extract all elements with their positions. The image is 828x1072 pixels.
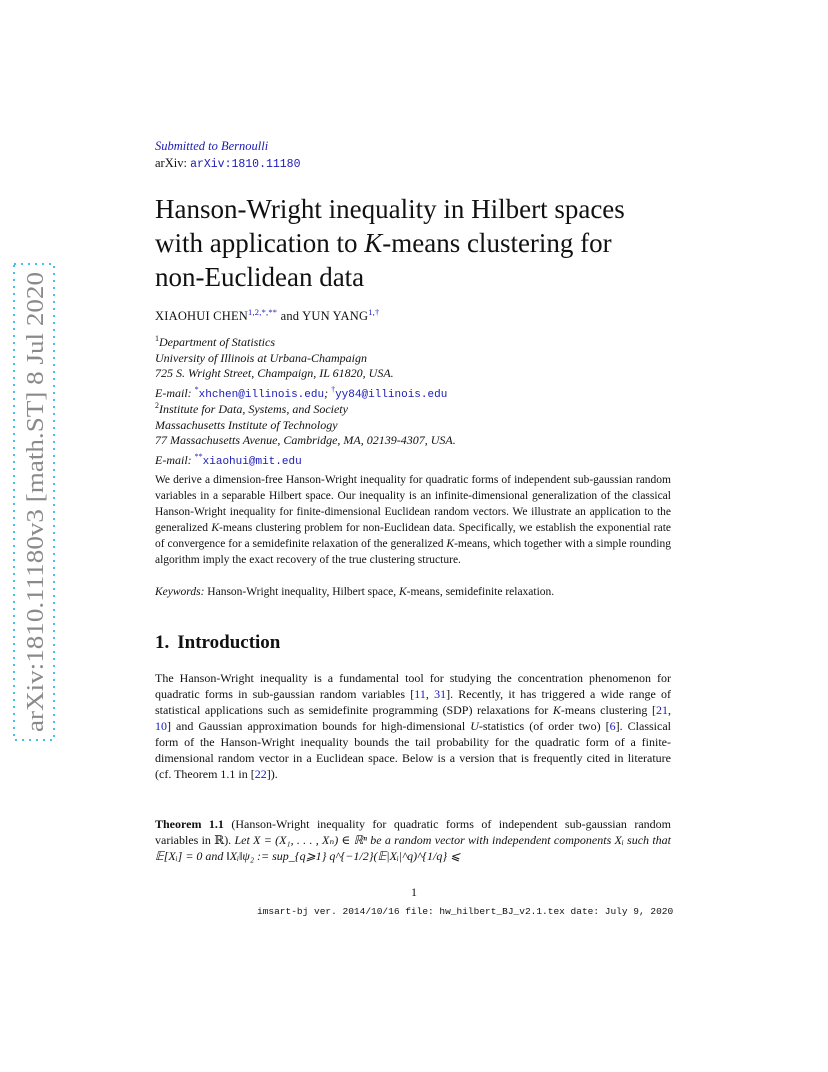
intro-sep-2: , [668, 703, 672, 717]
keywords [155, 586, 554, 598]
title-line-1: Hanson-Wright inequality in Hilbert spaces [155, 194, 625, 224]
affil-2-email-1-mark: ** [194, 451, 203, 461]
venue-link[interactable]: Submitted to Bernoulli [155, 139, 269, 153]
author-2: YUN YANG [302, 309, 369, 324]
affil-2-line-1: Institute for Data, Systems, and Society [159, 402, 348, 416]
affil-2-line-3: 77 Massachusetts Avenue, Cambridge, MA, 02139-4307, USA. [155, 433, 456, 447]
affiliation-1 [155, 331, 447, 403]
title-line-2-pre: with application to [155, 228, 365, 258]
intro-text-4: ] and Gaussian approximation bounds for high-dimensional [167, 719, 471, 733]
intro-sep-1: , [425, 687, 435, 701]
arxiv-id-link[interactable]: arXiv:1810.11180 [190, 158, 301, 171]
keywords-label: Keywords: [155, 586, 205, 598]
affil-1-line-1: Department of Statistics [159, 335, 275, 349]
affil-1-email-label: E-mail: [155, 385, 195, 400]
affil-1-mark: 1 [155, 334, 159, 343]
intro-text-7: ]). [266, 767, 278, 781]
abstract [155, 472, 671, 568]
email-link-1[interactable]: xhchen@illinois.edu [198, 388, 325, 401]
keywords-k: K [398, 586, 407, 598]
intro-text-5: -statistics (of order two) [ [478, 719, 610, 733]
citation-link-10[interactable]: 10 [155, 719, 167, 733]
title-k-var: K [364, 228, 383, 258]
affil-1-email-sep: ; [324, 385, 332, 400]
affil-2-email-label: E-mail: [155, 452, 195, 467]
theorem-1-1 [155, 816, 671, 864]
affil-1-line-2: University of Illinois at Urbana-Champaign [155, 350, 367, 365]
email-link-3[interactable]: xiaohui@mit.edu [202, 455, 302, 468]
footer: imsart-bj ver. 2014/10/16 file: hw_hilbert_BJ_v2.1.tex date: July 9, 2020 [257, 906, 674, 917]
abstract-k-2: K [446, 538, 455, 550]
section-number: 1. [155, 632, 170, 653]
section-title: Introduction [177, 632, 281, 653]
intro-u: U [470, 719, 479, 733]
title-line-2-post: -means clustering for [382, 228, 612, 258]
intro-text-2: ]. Recently, it has triggered a wide range of statistical applications such as semidefinite programming (SDP) relaxations for [155, 687, 672, 717]
affil-2-mark: 2 [155, 401, 159, 410]
abstract-part-3: -means, which together with a simple rounding algorithm imply the exact recovery of the true clustering structure. [155, 538, 671, 566]
page-number: 1 [411, 885, 417, 899]
email-link-2[interactable]: yy84@illinois.edu [335, 388, 448, 401]
affiliation-2 [155, 398, 456, 470]
paper-title [155, 192, 715, 294]
citation-link-31[interactable]: 31 [434, 687, 447, 701]
title-line-3: non-Euclidean data [155, 262, 365, 292]
arxiv-line [155, 156, 300, 171]
intro-paragraph [155, 670, 671, 782]
abstract-part-1: We derive a dimension-free Hanson-Wright inequality for quadratic forms of independent sub-gaussian random variables in a separable Hilbert space. Our inequality is an infinite-dimensional generalization of the classical Hanson-Wright inequality for finite-dimensional Euclidean random vectors. We illustrate an application to the generalized [155, 474, 671, 534]
citation-link-22[interactable]: 22 [254, 767, 267, 781]
affil-1-email-2-mark: † [331, 384, 336, 394]
intro-text-1: The Hanson-Wright inequality is a fundamental tool for studying the concentration phenomenon for quadratic forms in sub-gaussian random variables [ [155, 671, 671, 701]
theorem-text-2: Let X = (X₁, . . . , Xₙ) ∈ ℝⁿ be a random vector with independent components Xᵢ such that 𝔼[Xᵢ] = 0 and ‖Xᵢ‖ψ₂ := sup_{q⩾1} q^{−1/2}(𝔼|Xᵢ|^q)^{1/q} ⩽ [155, 833, 671, 863]
citation-link-6[interactable]: 6 [609, 719, 616, 733]
keywords-pre: Hanson-Wright inequality, Hilbert space, [204, 586, 399, 598]
affil-2-line-2: Massachusetts Institute of Technology [155, 417, 338, 432]
intro-text-6: ]. Classical form of the Hanson-Wright inequality bounds the tail probability for the quadratic form of a finite-dimensional random vector in a Euclidean space. Below is a version that is frequently cited in literature (cf. Theorem 1.1 in [ [155, 719, 671, 781]
intro-k: K [552, 703, 561, 717]
author-2-marks[interactable]: 1,† [368, 307, 380, 317]
theorem-label: Theorem 1.1 [155, 817, 224, 831]
citation-link-11[interactable]: 11 [414, 687, 426, 701]
keywords-post: -means, semidefinite relaxation. [406, 586, 555, 598]
affil-1-line-3: 725 S. Wright Street, Champaign, IL 61820, USA. [155, 366, 394, 380]
author-conjunction: and [280, 309, 300, 324]
theorem-text-1: (Hanson-Wright inequality for quadratic forms of independent sub-gaussian random variables in ℝ). [155, 817, 672, 847]
affil-1-email-1-mark: * [194, 384, 199, 394]
abstract-part-2: -means clustering problem for non-Euclidean data. Specifically, we establish the exponential rate of convergence for a semidefinite relaxation of the generalized [155, 522, 671, 550]
arxiv-side-stamp [12, 262, 56, 742]
citation-link-21[interactable]: 21 [656, 703, 669, 717]
section-heading [155, 632, 280, 654]
arxiv-label: arXiv: [155, 156, 187, 170]
abstract-k-1: K [211, 522, 220, 534]
author-1-marks[interactable]: 1,2,*,** [248, 307, 278, 317]
author-1: XIAOHUI CHEN [155, 309, 249, 324]
stamp-text: arXiv:1810.11180v3 [math.ST] 8 Jul 2020 [22, 315, 49, 732]
intro-text-3: -means clustering [ [560, 703, 657, 717]
authors [155, 307, 379, 324]
